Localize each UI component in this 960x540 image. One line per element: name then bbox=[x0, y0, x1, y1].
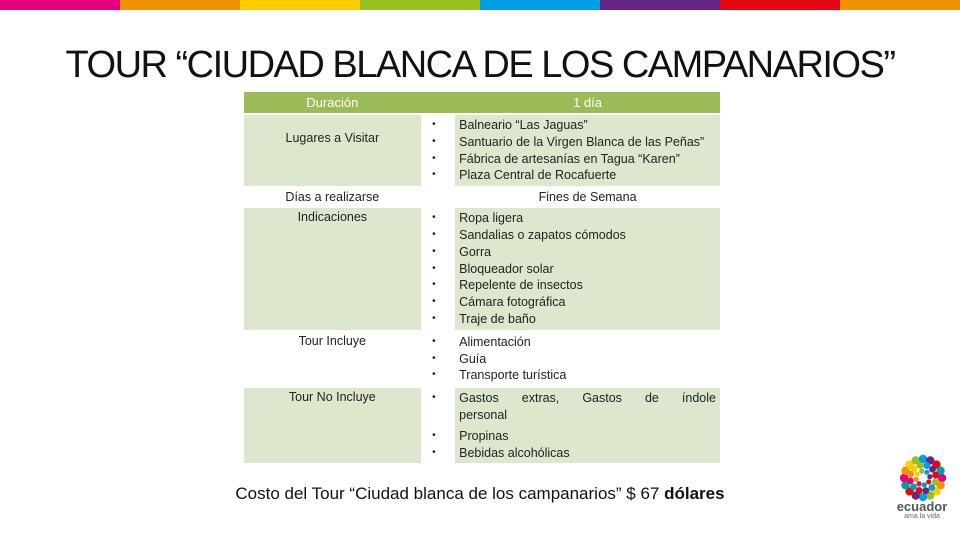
stripe-segment bbox=[120, 0, 240, 10]
days-value: Fines de Semana bbox=[538, 190, 637, 205]
stripe-segment bbox=[360, 0, 480, 10]
indications-label: Indicaciones bbox=[244, 208, 421, 330]
indications-list bbox=[459, 210, 716, 328]
logo-petal bbox=[932, 472, 939, 479]
logo-name: ecuador bbox=[896, 499, 948, 514]
list-item: • Balneario “Las Jaguas” bbox=[459, 117, 716, 134]
includes-list bbox=[459, 334, 716, 384]
stripe-segment bbox=[480, 0, 600, 10]
cost-currency: dólares bbox=[664, 484, 725, 503]
logo-petal bbox=[929, 466, 936, 473]
days-label: Días a realizarse bbox=[285, 190, 380, 205]
includes-row bbox=[244, 332, 720, 386]
logo-petal bbox=[922, 487, 929, 494]
tour-cost bbox=[0, 484, 960, 504]
logo-petal bbox=[916, 481, 921, 486]
list-item: • Gastos extras, Gastos de índole bbox=[459, 390, 716, 407]
logo-petal bbox=[922, 482, 927, 487]
list-item: • Traje de baño bbox=[459, 311, 716, 328]
logo-petal bbox=[926, 479, 931, 484]
includes-label: Tour Incluye bbox=[298, 333, 367, 348]
list-item: • Repelente de insectos bbox=[459, 277, 716, 294]
list-item: • Ropa ligera bbox=[459, 210, 716, 227]
list-item: • Bebidas alcohólicas bbox=[459, 445, 716, 462]
tour-details-table bbox=[244, 90, 720, 465]
list-item: • Fábrica de artesanías en Tagua “Karen” bbox=[459, 151, 716, 168]
table-header-row bbox=[244, 92, 720, 113]
list-item: • Gorra bbox=[459, 244, 716, 261]
logo-tagline: ama la vida bbox=[904, 513, 940, 520]
stripe-segment bbox=[720, 0, 840, 10]
days-row bbox=[244, 188, 720, 206]
stripe-segment bbox=[0, 0, 120, 10]
logo-petal bbox=[910, 483, 917, 490]
excludes-list bbox=[459, 390, 716, 461]
logo-petal bbox=[907, 477, 914, 484]
logo-petal bbox=[911, 465, 918, 472]
logo-petal bbox=[915, 471, 920, 476]
ecuador-logo bbox=[888, 500, 956, 521]
list-item: • Transporte turística bbox=[459, 367, 716, 384]
stripe-segment bbox=[240, 0, 360, 10]
excludes-label: Tour No Incluye bbox=[244, 388, 421, 463]
page-title: TOUR “CIUDAD BLANCA DE LOS CAMPANARIOS” bbox=[65, 44, 895, 86]
places-row bbox=[244, 115, 720, 186]
list-item: • Santuario de la Virgen Blanca de las Peñas” bbox=[459, 134, 716, 151]
duration-label: Duración bbox=[244, 92, 421, 113]
duration-value: 1 día bbox=[455, 92, 720, 113]
list-item: • Alimentación bbox=[459, 334, 716, 351]
logo-petal bbox=[914, 477, 919, 482]
places-label: Lugares a Visitar bbox=[244, 115, 421, 186]
list-item: • Propinas bbox=[459, 428, 716, 445]
logo-petal bbox=[917, 462, 924, 469]
top-color-stripe bbox=[0, 0, 960, 10]
list-item-continuation: personal bbox=[459, 407, 508, 422]
logo-petal bbox=[928, 484, 935, 491]
logo-petal bbox=[907, 471, 914, 478]
list-item: • Plaza Central de Rocafuerte bbox=[459, 167, 716, 184]
list-item: • Bloqueador solar bbox=[459, 261, 716, 278]
cost-text: Costo del Tour “Ciudad blanca de los campanarios” $ 67 bbox=[235, 484, 665, 503]
list-item: • Sandalias o zapatos cómodos bbox=[459, 227, 716, 244]
logo-petal bbox=[923, 462, 930, 469]
logo-petal bbox=[916, 487, 923, 494]
ecuador-sunflower-logo-icon bbox=[888, 452, 958, 504]
logo-petal bbox=[919, 469, 924, 474]
list-item: • Cámara fotográfica bbox=[459, 294, 716, 311]
logo-petal bbox=[924, 470, 929, 475]
excludes-row bbox=[244, 388, 720, 463]
indications-row bbox=[244, 208, 720, 330]
list-item: • Guía bbox=[459, 351, 716, 368]
logo-petal bbox=[927, 474, 932, 479]
logo-petal bbox=[932, 478, 939, 485]
places-list bbox=[459, 117, 716, 184]
stripe-segment bbox=[600, 0, 720, 10]
stripe-segment bbox=[840, 0, 960, 10]
logo-core bbox=[920, 475, 927, 482]
